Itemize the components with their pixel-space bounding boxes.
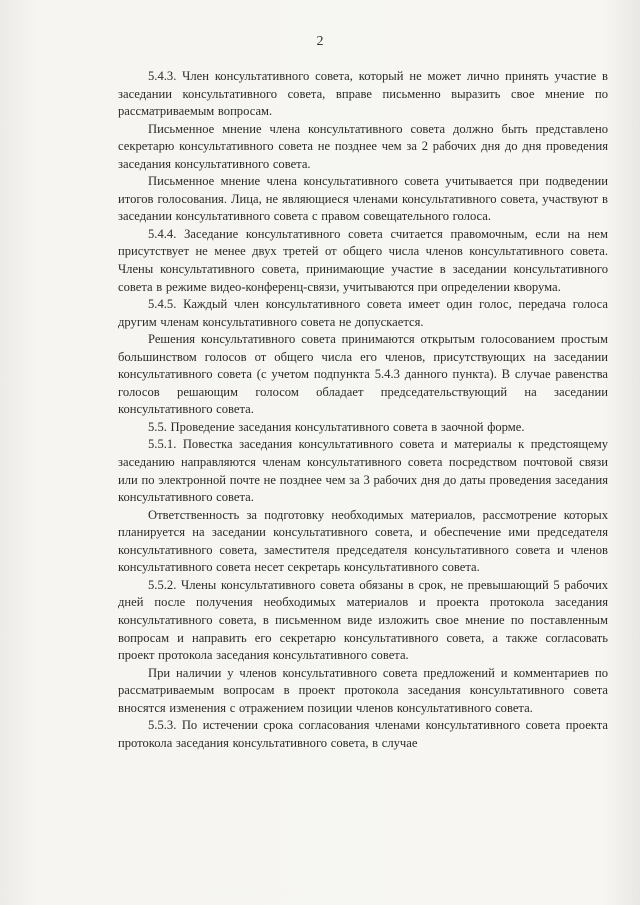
paragraph-proposals: При наличии у членов консультативного совета предложений и комментариев по рассматриваемым вопросам в проект протокола заседания консультативного совета вносятся изменения с отражением позиции членов консультативного совета. bbox=[118, 665, 608, 715]
paragraph-decisions: Решения консультативного совета принимаются открытым голосованием простым большинством голосов от общего числа его членов, присутствующих на заседании консультативного совета (с учетом подпункта 5.4.3 данного пункта). В случае равенства голосов решающим голосом обладает председательствующий на заседании консультативного совета. bbox=[118, 332, 608, 417]
paragraph-5-5-1: 5.5.1. Повестка заседания консультативного совета и материалы к предстоящему заседанию направляются членам консультативного совета посредством почтовой связи или по электронной почте не позднее чем за 3 рабочих дня до даты проведения заседания консультативного совета. bbox=[118, 437, 608, 505]
paragraph-5-5-3: 5.5.3. По истечении срока согласования членами консультативного совета проекта протокола заседания консультативного совета, в случае bbox=[118, 718, 608, 750]
paragraph-written-opinion-deadline: Письменное мнение члена консультативного совета должно быть представлено секретарю консультативного совета не позднее чем за 2 рабочих дня до дня проведения заседания консультативного совета. bbox=[118, 121, 608, 171]
paragraph-5-4-5: 5.4.5. Каждый член консультативного совета имеет один голос, передача голоса другим членам консультативного совета не допускается. bbox=[118, 297, 608, 329]
paragraph-5-5-2: 5.5.2. Члены консультативного совета обязаны в срок, не превышающий 5 рабочих дней после получения необходимых материалов и проекта протокола заседания консультативного совета, в письменном виде изложить свое мнение по поставленным вопросам и направить его секретарю консультативного совета, а также согласовать проект протокола заседания консультативного совета. bbox=[118, 577, 608, 663]
page-number: 2 bbox=[316, 34, 324, 49]
paragraph-5-4-4: 5.4.4. Заседание консультативного совета считается правомочным, если на нем присутствует не менее двух третей от общего числа членов консультативного совета. Члены консультативного совета, принимающие участие в заседании консультативного совета в режиме видео-конференц-связи, учитываются при определении кворума. bbox=[118, 226, 608, 294]
paragraph-5-5: 5.5. Проведение заседания консультативного совета в заочной форме. bbox=[148, 419, 525, 434]
document-body bbox=[118, 68, 608, 752]
paragraph-5-4-3: 5.4.3. Член консультативного совета, который не может лично принять участие в заседании консультативного совета, вправе письменно выразить свое мнение по рассматриваемым вопросам. bbox=[118, 69, 608, 119]
paragraph-written-opinion-counted: Письменное мнение члена консультативного совета учитывается при подведении итогов голосования. Лица, не являющиеся членами консультативного совета, участвуют в заседании консультативного совета с правом совещательного голоса. bbox=[118, 174, 608, 224]
paragraph-responsibility: Ответственность за подготовку необходимых материалов, рассмотрение которых планируется на заседании консультативного совета, и обеспечение ими председателя консультативного совета, заместителя председателя консультативного совета и членов консультативного совета несет секретарь консультативного совета. bbox=[118, 507, 608, 575]
